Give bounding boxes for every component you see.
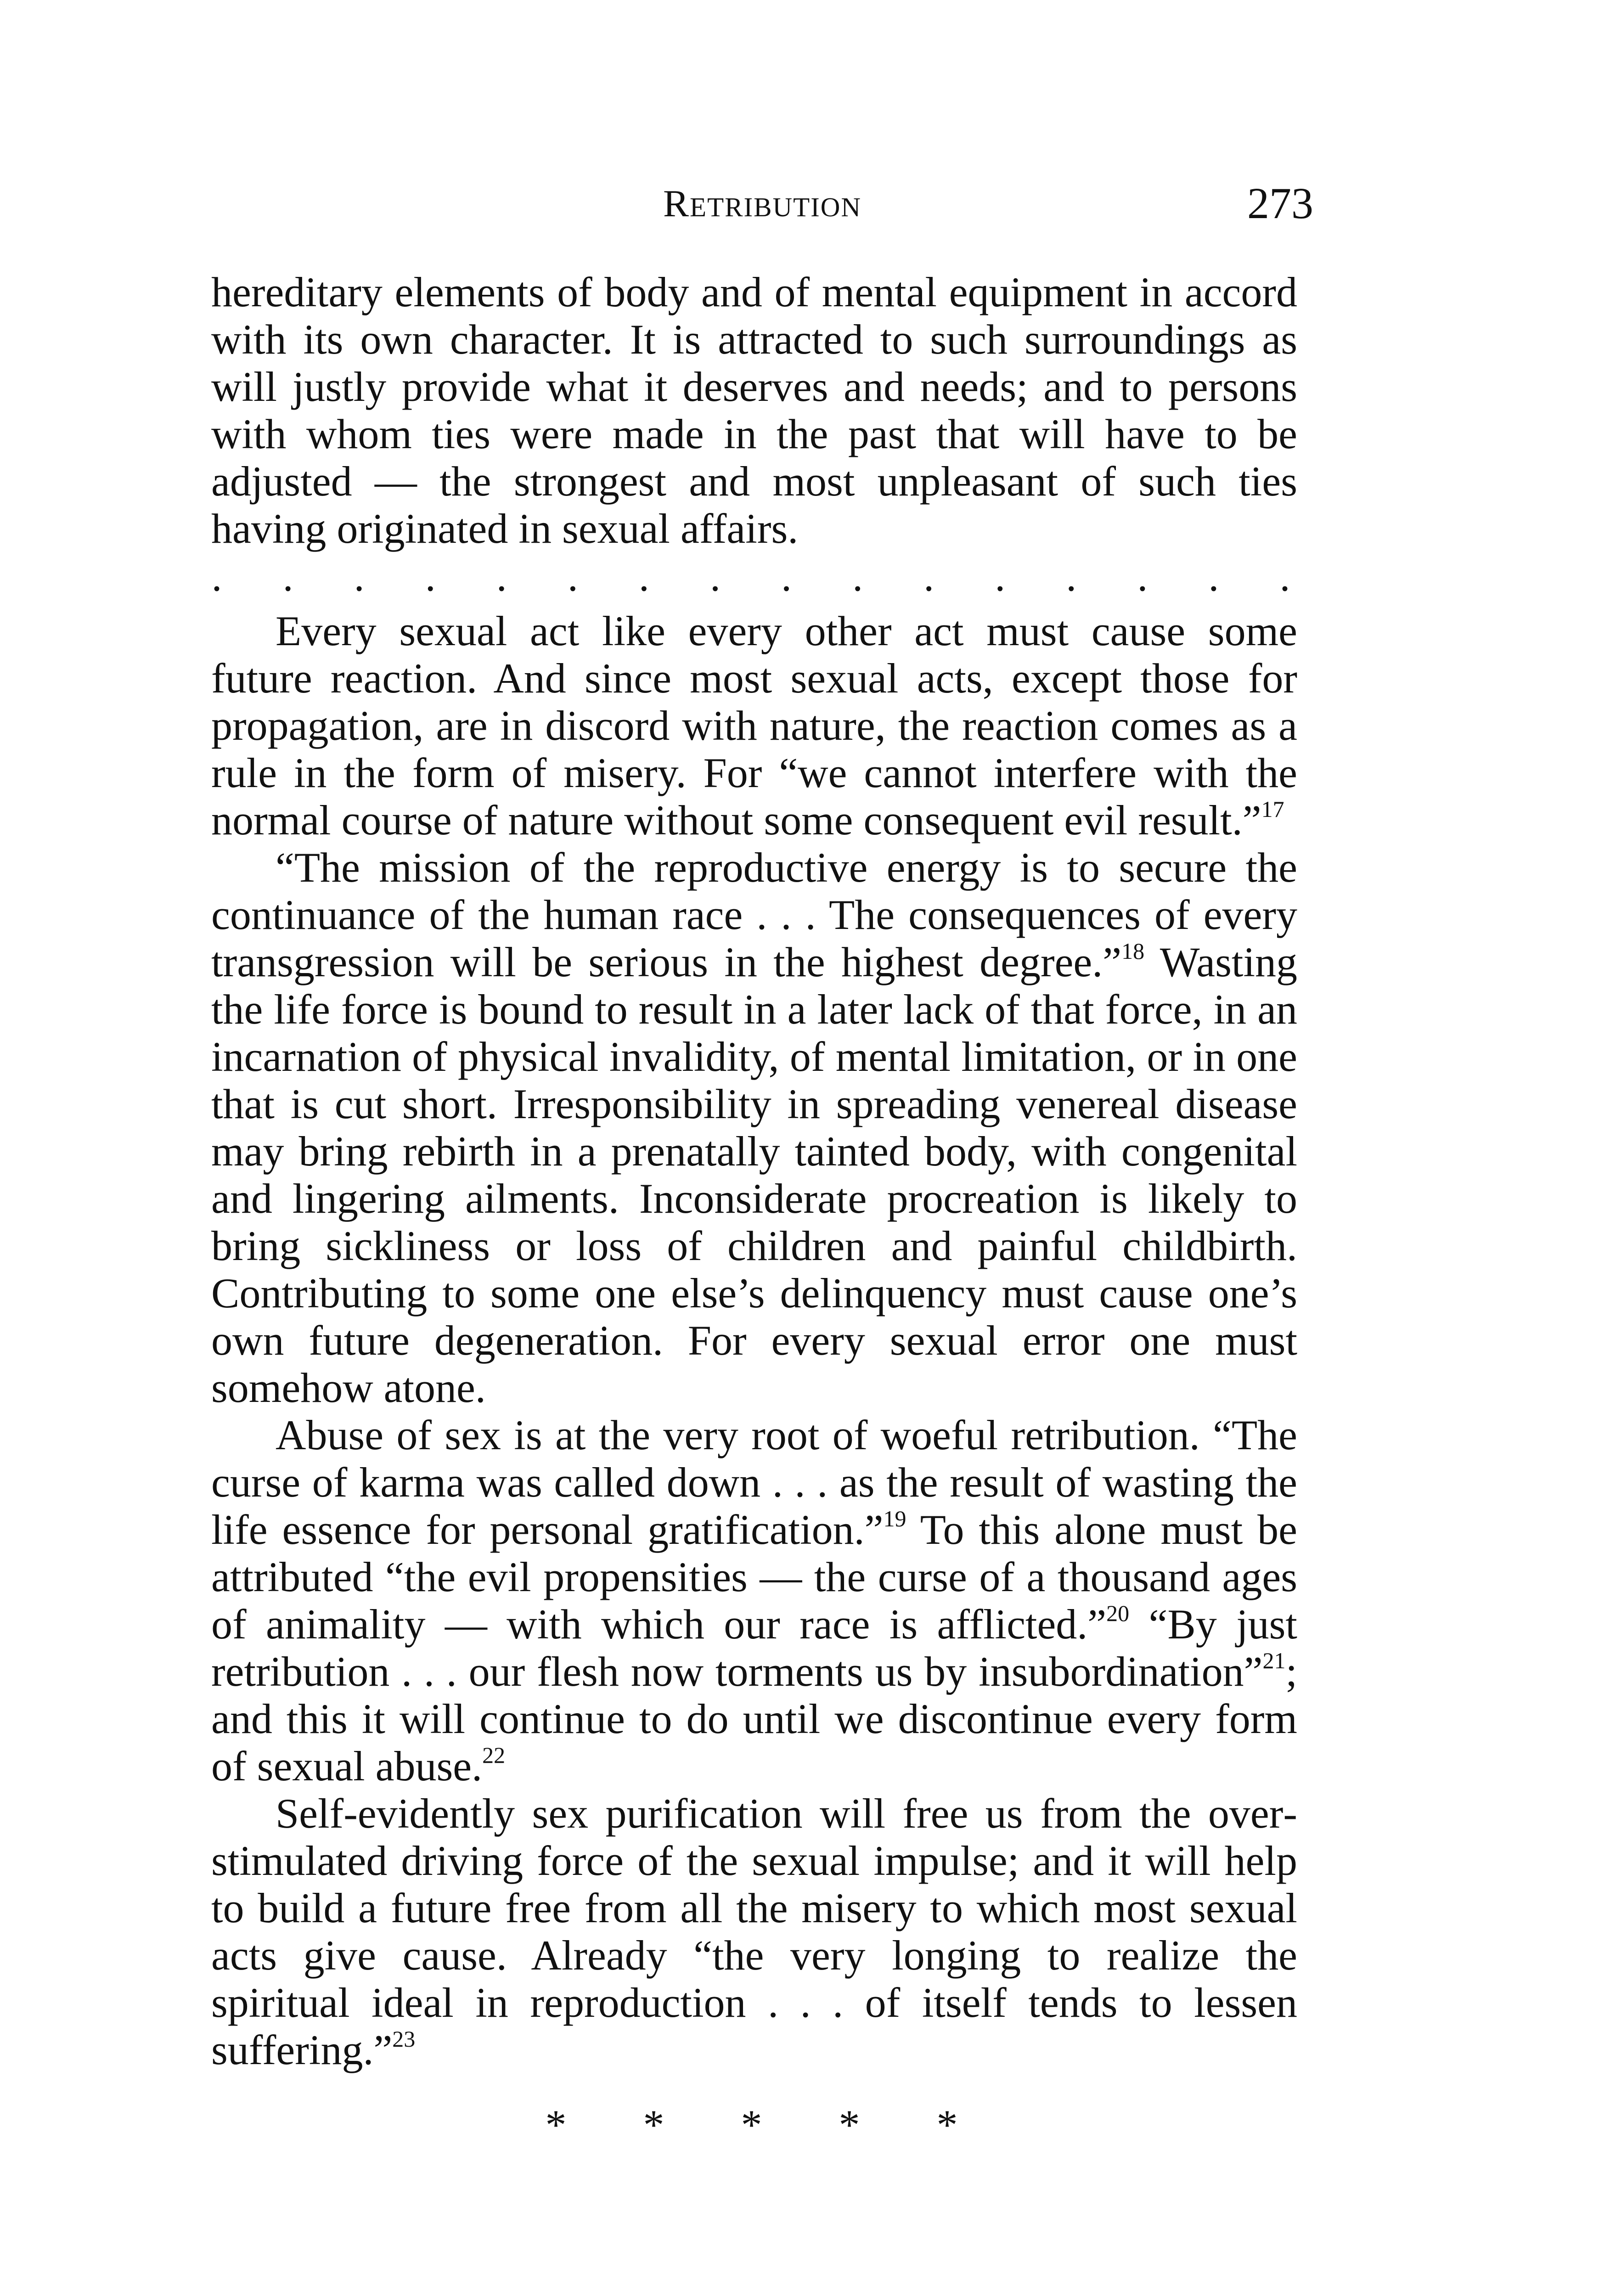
paragraph-continuation: hereditary elements of body and of mental equipment in accord with its own character. It is attracted to such surroundings as will justly provide what it deserves and needs; and to persons with whom ties were made in the past that will have to be adjusted — the strongest and most unpleasant of such ties having originated in sexual affairs. — [211, 269, 1297, 552]
ellipsis-row — [211, 553, 1290, 600]
page-header — [211, 181, 1313, 232]
ellipsis-dot: . — [425, 553, 436, 600]
paragraph-text: Wasting the life force is bound to result in a later lack of that force, in an incarnation of physical invalidity, of mental limitation, or in one that is cut short. Irresponsibility in spreading venereal disease may bring rebirth in a prenatally tainted body, with congenital and lingering ailments. Inconsiderate procreation is likely to bring sickliness or loss of children and painful childbirth. Contributing to some one else’s delinquency must cause one’s own future degeneration. For every sexual error one must somehow atone. — [211, 939, 1298, 1411]
footnote-marker: 21 — [1262, 1648, 1286, 1674]
body-text — [211, 269, 1297, 2149]
ellipsis-dot: . — [354, 553, 365, 600]
footnote-marker: 20 — [1106, 1600, 1130, 1626]
ellipsis-dot: . — [1066, 553, 1077, 600]
paragraph — [211, 844, 1297, 1412]
footnote-marker: 17 — [1261, 796, 1284, 822]
paragraph-text: “By just retribution . . . our flesh now torments us by insubordination” — [211, 1601, 1297, 1695]
paragraph-text: “The mission of the reproductive energy is to secure the continuance of the human race . . . The consequences of every transgression will be serious in the highest degree.” — [211, 844, 1297, 985]
ellipsis-dot: . — [638, 553, 649, 600]
ellipsis-dot: . — [211, 553, 222, 600]
ellipsis-dot: . — [567, 553, 578, 600]
footnote-marker: 23 — [392, 2026, 416, 2052]
paragraph — [211, 1412, 1297, 1790]
paragraph-text: ; and this it will continue to do until we discontinue every form of sexual abuse. — [211, 1648, 1297, 1790]
ellipsis-dot: . — [282, 553, 293, 600]
running-head: Retribution — [663, 182, 861, 225]
page-number: 273 — [1247, 179, 1313, 228]
ellipsis-dot: . — [852, 553, 863, 600]
paragraph-text: To this alone must be attributed “the evil propensities — the curse of a thousand ages of animality — with which our race is afflicted.” — [211, 1506, 1297, 1648]
paragraph-text: Every sexual act like every other act must cause some future reaction. And since most sexual acts, except those for propagation, are in discord with nature, the reaction comes as a rule in the form of misery. For “we cannot interfere with the normal course of nature without some consequent evil result.” — [211, 608, 1297, 844]
footnote-marker: 22 — [482, 1742, 506, 1768]
paragraph — [211, 608, 1297, 844]
footnote-marker: 19 — [883, 1506, 906, 1532]
ellipsis-dot: . — [923, 553, 934, 600]
ellipsis-dot: . — [781, 553, 792, 600]
section-break-asterisks: * * * * * — [545, 2101, 991, 2148]
ellipsis-dot: . — [995, 553, 1006, 600]
ellipsis-dot: . — [1137, 553, 1148, 600]
ellipsis-dot: . — [1208, 553, 1219, 600]
ellipsis-dot: . — [496, 553, 507, 600]
ellipsis-dot: . — [1279, 553, 1290, 600]
footnote-marker: 18 — [1121, 938, 1145, 964]
paragraph-text: Abuse of sex is at the very root of woeful retribution. “The curse of karma was called down . . . as the result of wasting the life essence for personal gratification.” — [211, 1412, 1297, 1553]
paragraph — [211, 1790, 1297, 2074]
paragraph-text: Self-evidently sex purification will free us from the overstimulated driving force of the sexual impulse; and it will help to build a future free from all the misery to which most sexual acts give cause. Already “the very longing to realize the spiritual ideal in reproduction . . . of itself tends to lessen suffering.” — [211, 1790, 1297, 2073]
ellipsis-dot: . — [709, 553, 721, 600]
